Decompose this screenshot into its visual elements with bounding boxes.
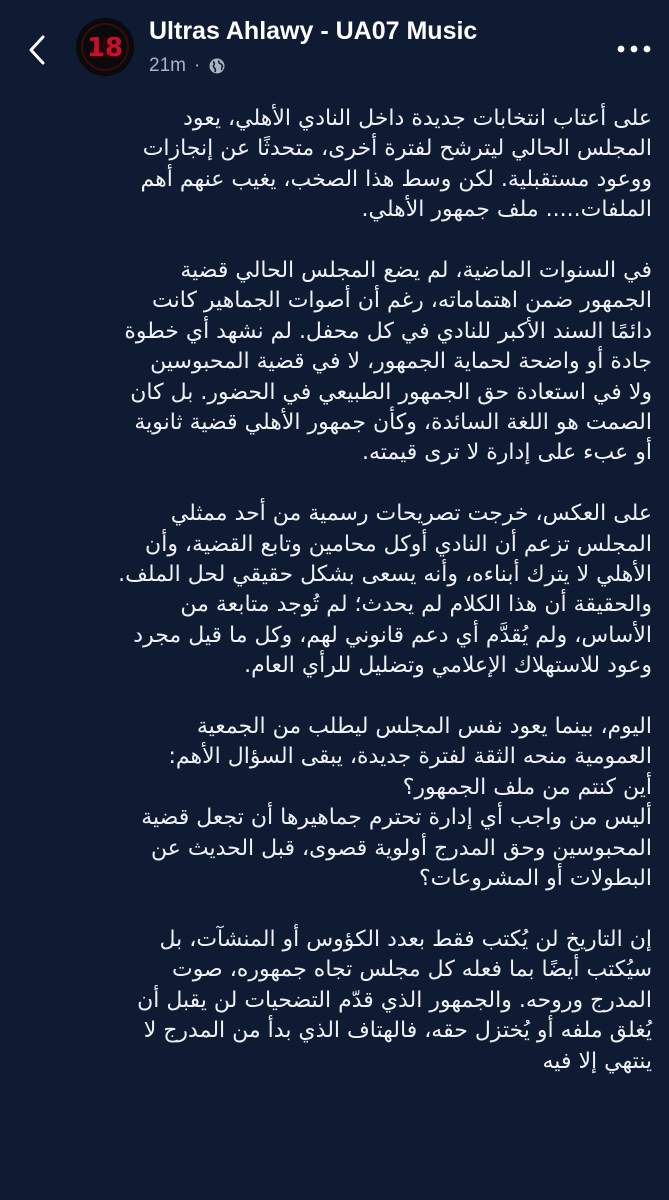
page-title[interactable]: Ultras Ahlawy - UA07 Music	[149, 17, 478, 45]
post-paragraph-2: في السنوات الماضية، لم يضع المجلس الحالي قضية الجمهور ضمن اهتماماته، رغم أن أصوات الجماهير كانت دائمًا السند الأكبر للنادي في كل محفل. لم نشهد أي خطوة جادة أو واضحة لحماية الجمهور، لا في قضية المحبوسين ولا في استعادة حق الجمهور الطبيعي في الحضور. بل كان الصمت هو اللغة السائدة، وكأن جمهور الأهلي قضية ثانوية أو عبء على إدارة لا ترى قيمته.	[124, 258, 652, 466]
globe-icon[interactable]	[208, 57, 226, 75]
avatar[interactable]	[76, 18, 134, 76]
chevron-left-icon	[28, 35, 46, 65]
post-paragraph-1: على أعتاب انتخابات جديدة داخل النادي الأهلي، يعود المجلس الحالي ليترشح لفترة أخرى، متحدثًا عن إنجازات ووعود مستقبلية. لكن وسط هذا الصخب، يغيب عنهم أهم الملفات..... ملف جمهور الأهلي.	[140, 106, 652, 223]
post-time[interactable]: 21m	[149, 55, 186, 76]
post-paragraph-5: إن التاريخ لن يُكتب فقط بعدد الكؤوس أو المنشآت، بل سيُكتب أيضًا بما فعله كل مجلس تجاه جمهوره، صوت المدرج وروحه. والجمهور الذي قدّم التضحيات لن يقبل أن يُغلق ملفه أو يُختزل حقه، فالهتاف الذي بدأ من المدرج لا ينتهي إلا فيه	[137, 926, 652, 1074]
back-button[interactable]	[20, 28, 54, 72]
post-body	[20, 104, 652, 1107]
more-options-button[interactable]	[613, 34, 655, 64]
avatar-text: 18	[86, 33, 124, 63]
more-horizontal-icon	[617, 45, 651, 53]
post-paragraph-3: على العكس، خرجت تصريحات رسمية من أحد ممثلي المجلس تزعم أن النادي أوكل محامين وتابع القضية، وأن الأهلي لا يترك أبناءه، وأنه يسعى بشكل حقيقي لحل الملف. والحقيقة أن هذا الكلام لم يحدث؛ لم تُوجد متابعة من الأساس، ولم يُقدَّم أي دعم قانوني لهم، وكل ما قيل مجرد وعود للاستهلاك الإعلامي وتضليل للرأي العام.	[118, 501, 652, 679]
post-paragraph-4: اليوم، بينما يعود نفس المجلس ليطلب من الجمعية العمومية منحه الثقة لفترة جديدة، يبقى السؤال الأهم: أين كنتم من ملف الجمهور؟ أليس من واجب أي إدارة تحترم جماهيرها أن تجعل قضية المحبوسين وحق المدرج أولوية قصوى، قبل الحديث عن البطولات أو المشروعات؟	[141, 714, 652, 892]
meta-separator: ·	[193, 55, 201, 76]
avatar-logo	[76, 18, 134, 76]
post-meta	[149, 55, 226, 77]
post-header	[0, 0, 669, 92]
